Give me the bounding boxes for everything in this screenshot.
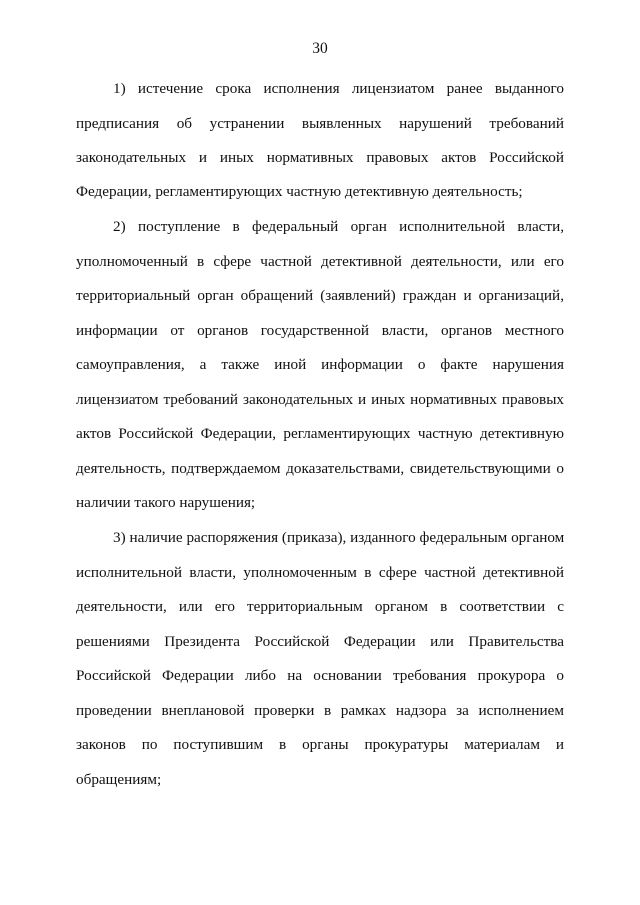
paragraph-2-line-7: актов Российской Федерации, регламентирующих частную детективную: [76, 425, 564, 442]
paragraph-2-line-6: лицензиатом требований законодательных и иных нормативных правовых: [76, 391, 564, 408]
paragraph-2-line-8: деятельность, подтверждаемом доказательствами, свидетельствующими о: [76, 460, 564, 477]
paragraph-1-line-3: законодательных и иных нормативных правовых актов Российской: [76, 149, 564, 166]
paragraph-3-line-4: решениями Президента Российской Федерации или Правительства: [76, 633, 564, 650]
page-number: 30: [312, 40, 328, 57]
paragraph-3-line-2: исполнительной власти, уполномоченным в сфере частной детективной: [76, 564, 564, 581]
paragraph-3-line-3: деятельности, или его территориальным органом в соответствии с: [76, 598, 564, 615]
paragraph-3-line-7: законов по поступившим в органы прокуратуры материалам и: [76, 736, 564, 753]
paragraph-2-line-2: уполномоченный в сфере частной детективной деятельности, или его: [76, 253, 564, 270]
paragraph-2-line-1: 2) поступление в федеральный орган исполнительной власти,: [113, 218, 564, 235]
paragraph-1-line-1: 1) истечение срока исполнения лицензиатом ранее выданного: [113, 80, 564, 97]
paragraph-1-line-2: предписания об устранении выявленных нарушений требований: [76, 115, 564, 132]
paragraph-2-line-4: информации от органов государственной власти, органов местного: [76, 322, 564, 339]
paragraph-3-line-8: обращениям;: [76, 771, 162, 788]
paragraph-3-line-1: 3) наличие распоряжения (приказа), изданного федеральным органом: [113, 529, 565, 546]
paragraph-1-line-4: Федерации, регламентирующих частную детективную деятельность;: [76, 183, 523, 200]
paragraph-3-line-5: Российской Федерации либо на основании требования прокурора о: [76, 667, 564, 684]
paragraph-3-line-6: проведении внеплановой проверки в рамках надзора за исполнением: [76, 702, 564, 719]
paragraph-2-line-5: самоуправления, а также иной информации о факте нарушения: [76, 356, 564, 373]
paragraph-2-line-3: территориальный орган обращений (заявлений) граждан и организаций,: [76, 287, 564, 304]
paragraph-2-line-9: наличии такого нарушения;: [76, 494, 256, 511]
